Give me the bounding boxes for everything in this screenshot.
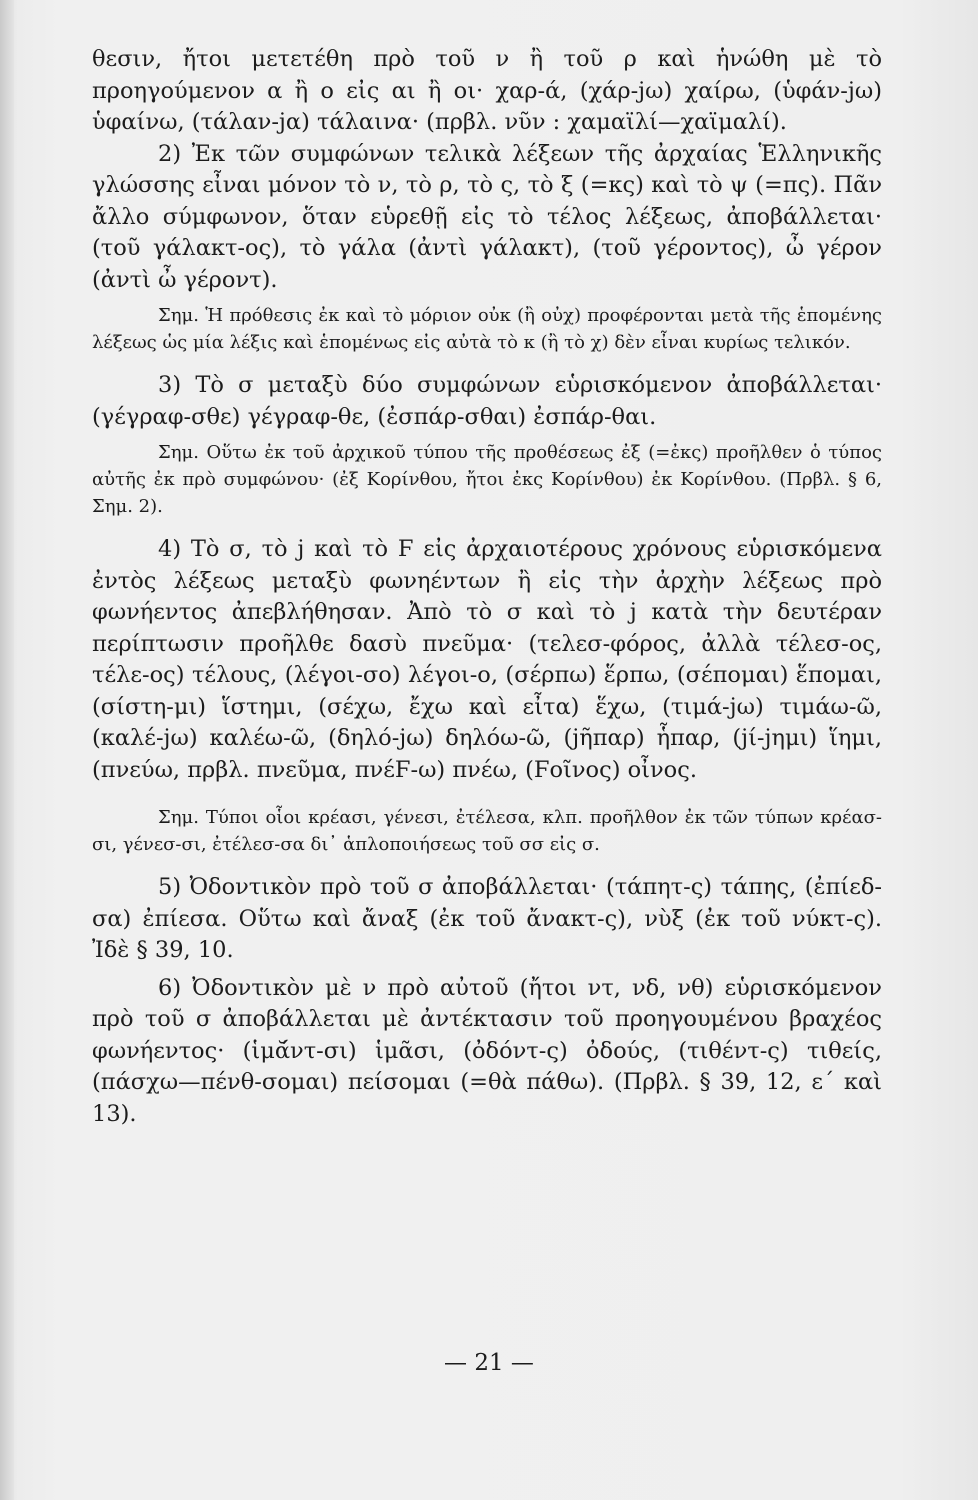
paragraph-rule-6: 6) Ὀδοντικὸν μὲ ν πρὸ αὐτοῦ (ἤτοι ντ, νδ, νθ) εὑρισκόμενον πρὸ τοῦ σ ἀποβάλλεται μὲ ἀντέκτασιν τοῦ προηγουμένου βραχέος φωνήεντος· (ἱμᾰ́ντ-σι) ἱμᾶσι, (ὀδόντ-ς) ὀδούς, (τιθέντ-ς) τιθείς, (πάσχω—πένθ-σομαι) πείσομαι (=θὰ πάθω). (Πρβλ. § 39, 12, ε´ καὶ 13).: [92, 974, 882, 1127]
note-rule-4: Σημ. Τύποι οἷοι κρέασι, γένεσι, ἐτέλεσα, κλπ. προῆλθον ἐκ τῶν τύπων κρέασ-σι, γένεσ-σι, ἐτέλεσ-σα δι᾽ ἁπλοποιήσεως τοῦ σσ εἰς σ.: [92, 807, 882, 855]
paragraph-continuation: θεσιν, ἤτοι μετετέθη πρὸ τοῦ ν ἢ τοῦ ρ καὶ ἡνώθη μὲ τὸ προηγούμενον α ἢ ο εἰς αι ἢ οι· χαρ-ά, (χάρ-jω) χαίρω, (ὑφάν-jω) ὑφαίνω, (τάλαν-jα) τάλαινα· (πρβλ. νῦν : χαμαϊλί—χαϊμαλί).: [92, 46, 882, 135]
page-binding-edge: [0, 0, 14, 1500]
page-text-block: [92, 44, 882, 1130]
note-rule-3: Σημ. Οὕτω ἐκ τοῦ ἀρχικοῦ τύπου τῆς προθέσεως ἐξ (=ἐκς) προῆλθεν ὁ τύπος αὐτῆς ἐκ πρὸ συμφώνου· (ἐξ Κορίνθου, ἤτοι ἐκς Κορίνθου) ἐκ Κορίνθου. (Πρβλ. § 6, Σημ. 2).: [92, 442, 882, 517]
paragraph-rule-2: 2) Ἐκ τῶν συμφώνων τελικὰ λέξεων τῆς ἀρχαίας Ἑλληνικῆς γλώσσης εἶναι μόνον τὸ ν, τὸ ρ, τὸ ς, τὸ ξ (=κς) καὶ τὸ ψ (=πς). Πᾶν ἄλλο σύμφωνον, ὅταν εὑρεθῇ εἰς τὸ τέλος λέξεως, ἀποβάλλεται· (τοῦ γάλακτ-ος), τὸ γάλα (ἀντὶ γάλακτ), (τοῦ γέροντος), ὦ γέρον (ἀντὶ ὦ γέροντ).: [92, 140, 882, 293]
paragraph-rule-3: 3) Τὸ σ μεταξὺ δύο συμφώνων εὑρισκόμενον ἀποβάλλεται· (γέγραφ-σθε) γέγραφ-θε, (ἐσπάρ-σθαι) ἐσπάρ-θαι.: [92, 372, 882, 430]
note-rule-2: Σημ. Ἡ πρόθεσις ἐκ καὶ τὸ μόριον οὐκ (ἢ οὐχ) προφέρονται μετὰ τῆς ἑπομένης λέξεως ὡς μία λέξις καὶ ἑπομένως εἰς αὐτὰ τὸ κ (ἢ τὸ χ) δὲν εἶναι κυρίως τελικόν.: [92, 305, 882, 353]
paragraph-rule-5: 5) Ὀδοντικὸν πρὸ τοῦ σ ἀποβάλλεται· (τάπητ-ς) τάπης, (ἐπίεδ-σα) ἐπίεσα. Οὕτω καὶ ἄναξ (ἐκ τοῦ ἄνακτ-ς), νὺξ (ἐκ τοῦ νύκτ-ς). Ἰδὲ § 39, 10.: [92, 874, 882, 963]
page-number: — 21 —: [444, 1350, 534, 1376]
paragraph-rule-4: 4) Τὸ σ, τὸ j καὶ τὸ Ϝ εἰς ἀρχαιοτέρους χρόνους εὑρισκόμενα ἐντὸς λέξεως μεταξὺ φωνηέντων ἢ εἰς τὴν ἀρχὴν λέξεως πρὸ φωνήεντος ἀπεβλήθησαν. Ἀπὸ τὸ σ καὶ τὸ j κατὰ τὴν δευτέραν περίπτωσιν προῆλθε δασὺ πνεῦμα· (τελεσ-φόρος, ἀλλὰ τέλεσ-ος, τέλε-ος) τέλους, (λέγοι-σο) λέγοι-ο, (σέρπω) ἕρπω, (σέπομαι) ἕπομαι, (σίστη-μι) ἵστημι, (σέχω, ἔχω καὶ εἶτα) ἕχω, (τιμά-jω) τιμάω-ῶ, (καλέ-jω) καλέω-ῶ, (δηλό-jω) δηλόω-ῶ, (jῆπαρ) ἧπαρ, (jί-jημι) ἵημι, (πνεύω, πρβλ. πνεῦμα, πνέϜ-ω) πνέω, (Ϝοῖνος) οἶνος.: [92, 536, 882, 783]
